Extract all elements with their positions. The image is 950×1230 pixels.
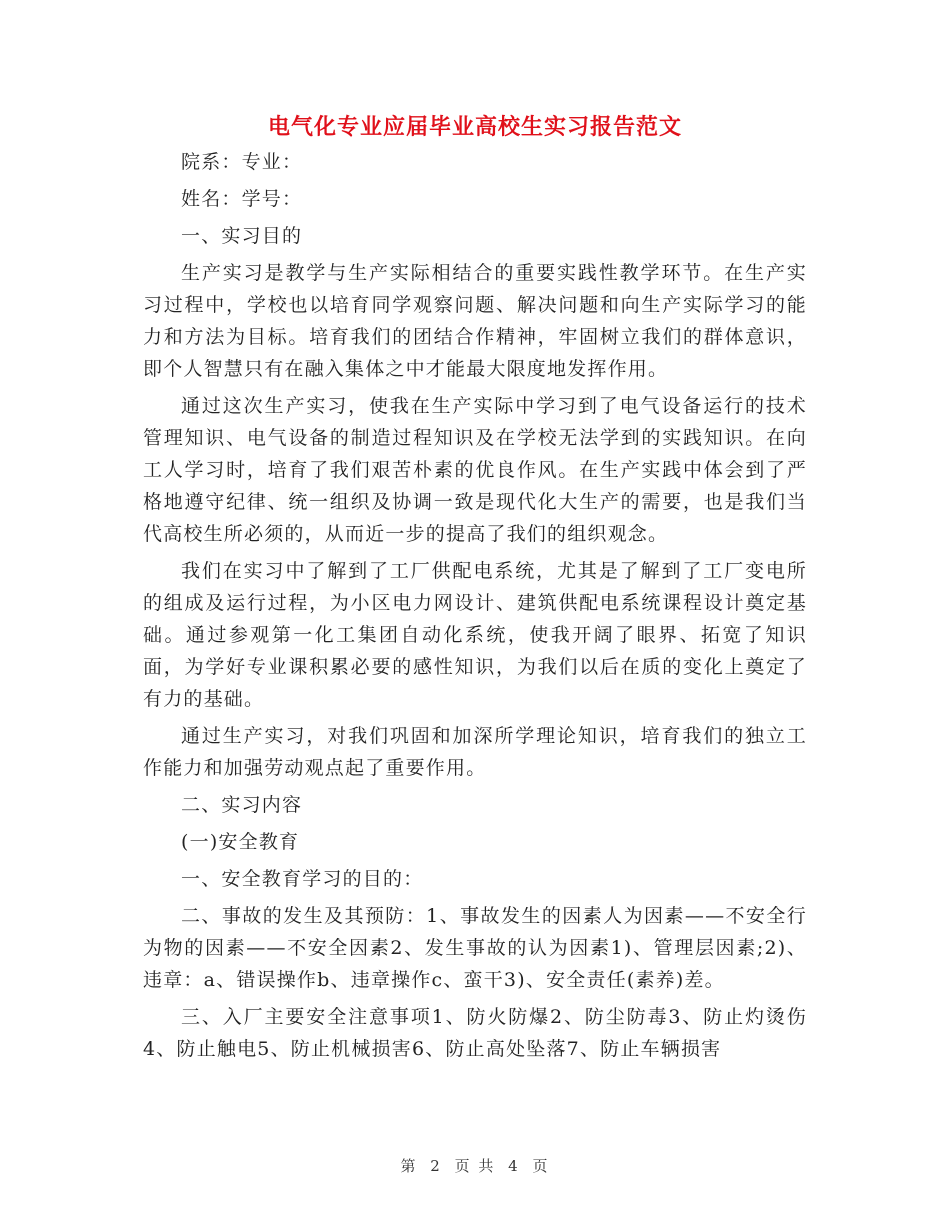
document-paragraph: 二、实习内容 bbox=[181, 794, 303, 816]
document-paragraph: 三、入厂主要安全注意事项1、防火防爆2、防尘防毒3、防止灼烫伤4、防止触电5、防止机械损害6、防止高处坠落7、防止车辆损害 bbox=[143, 1006, 807, 1060]
page-footer bbox=[0, 1155, 950, 1176]
document-paragraph: 二、事故的发生及其预防：1、事故发生的因素人为因素——不安全行为物的因素——不安全因素2、发生事故的认为因素1)、管理层因素;2)、违章：a、错误操作b、违章操作c、蛮干3)、安全责任(素养)差。 bbox=[143, 905, 807, 991]
document-paragraph: 一、安全教育学习的目的： bbox=[181, 868, 424, 890]
document-paragraph: 生产实习是教学与生产实际相结合的重要实践性教学环节。在生产实习过程中，学校也以培育同学观察问题、解决问题和向生产实际学习的能力和方法为目标。培育我们的团结合作精神，牢固树立我们的群体意识，即个人智慧只有在融入集体之中才能最大限度地发挥作用。 bbox=[143, 262, 807, 380]
footer-prefix: 第 bbox=[400, 1157, 418, 1175]
document-paragraph: 我们在实习中了解到了工厂供配电系统，尤其是了解到了工厂变电所的组成及运行过程，为小区电力网设计、建筑供配电系统课程设计奠定基础。通过参观第一化工集团自动化系统，使我开阔了眼界、拓宽了知识面，为学好专业课积累必要的感性知识，为我们以后在质的变化上奠定了有力的基础。 bbox=[143, 560, 807, 710]
document-paragraph: 姓名：学号： bbox=[181, 188, 303, 210]
footer-suffix: 页 bbox=[532, 1157, 550, 1175]
footer-middle: 页 共 bbox=[454, 1157, 496, 1175]
document-paragraph: 通过这次生产实习，使我在生产实际中学习到了电气设备运行的技术管理知识、电气设备的制造过程知识及在学校无法学到的实践知识。在向工人学习时，培育了我们艰苦朴素的优良作风。在生产实践中体会到了严格地遵守纪律、统一组织及协调一致是现代化大生产的需要，也是我们当代高校生所必须的，从而近一步的提高了我们的组织观念。 bbox=[143, 395, 807, 545]
footer-page-number: 2 bbox=[430, 1157, 442, 1175]
footer-total-pages: 4 bbox=[508, 1157, 520, 1175]
document-paragraph: 通过生产实习，对我们巩固和加深所学理论知识，培育我们的独立工作能力和加强劳动观点起了重要作用。 bbox=[143, 725, 807, 779]
document-title: 电气化专业应届毕业高校生实习报告范文 bbox=[267, 114, 682, 140]
document-body bbox=[143, 146, 807, 1070]
document-paragraph: 院系：专业： bbox=[181, 151, 303, 173]
document-paragraph: 一、实习目的 bbox=[181, 225, 303, 247]
document-paragraph: (一)安全教育 bbox=[181, 831, 300, 853]
